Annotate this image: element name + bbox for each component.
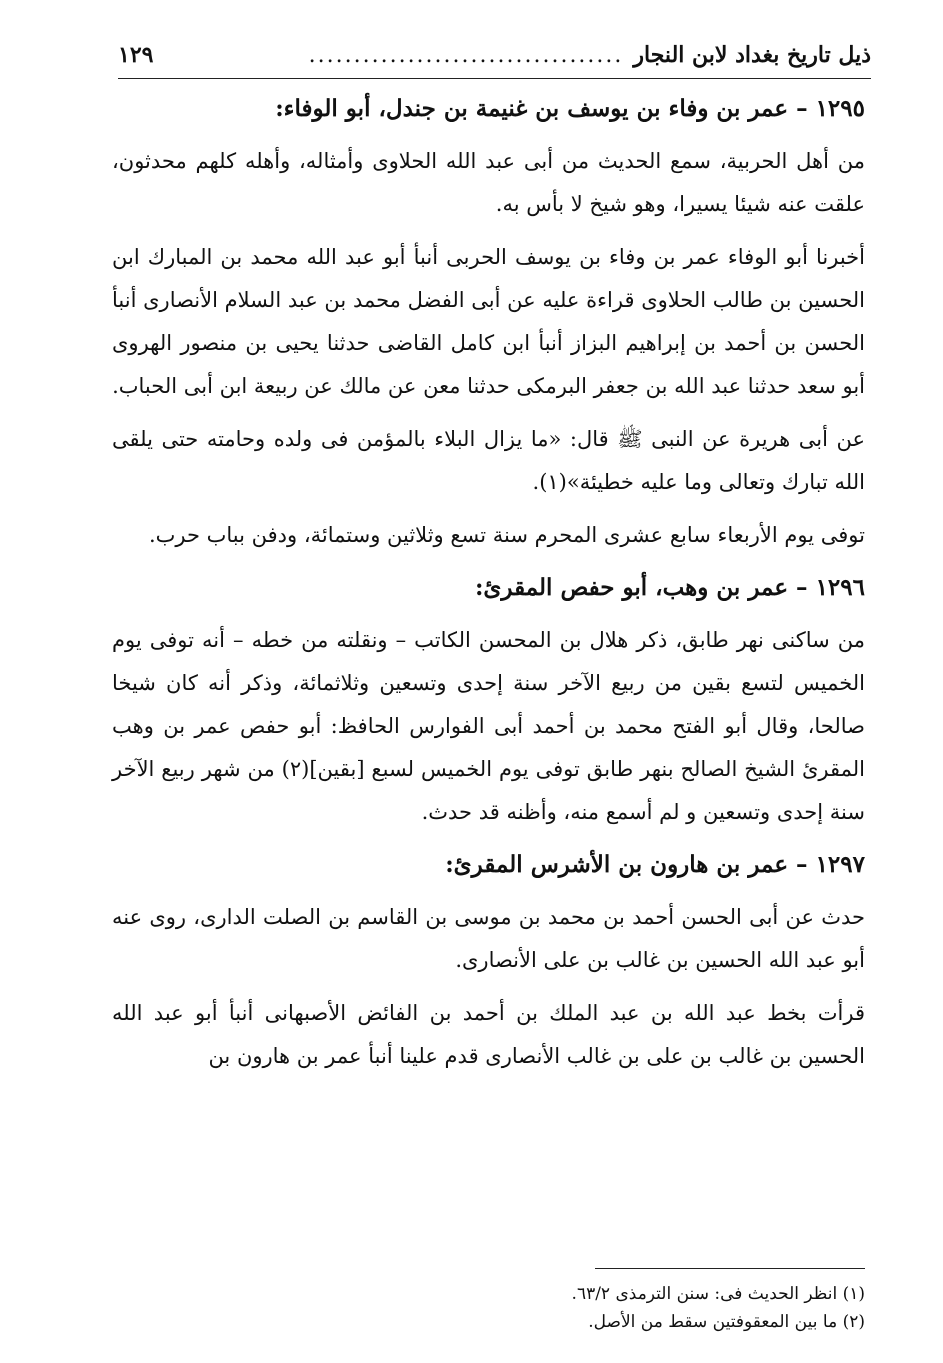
book-title: ذيل تاريخ بغداد لابن النجار bbox=[633, 42, 871, 68]
entry-paragraph: توفى يوم الأربعاء سابع عشرى المحرم سنة تسع وثلاثين وستمائة، ودفن بباب حرب. bbox=[148, 523, 865, 547]
entry-1295 bbox=[112, 88, 865, 557]
entry-1296 bbox=[112, 567, 865, 834]
entry-paragraph: قرأت بخط عبد الله بن عبد الملك بن أحمد بن الفائض الأصبهانى أنبأ أبو عبد الله الحسين بن غالب بن على بن غالب الأنصارى قدم علينا أنبأ عمر بن هارون بن bbox=[112, 1001, 865, 1068]
entry-paragraph: من ساكنى نهر طابق، ذكر هلال بن المحسن الكاتب – ونقلته من خطه – أنه توفى يوم الخميس لتسع بقين من ربيع الآخر سنة إحدى وتسعين وثلاثمائة، وذكر أنه كان شيخا صالحا، وقال أبو الفتح محمد بن أحمد أبى الفوارس الحافظ: أبو حفص عمر بن وهب المقرئ الشيخ الصالح بنهر طابق توفى يوم الخميس لسبع [بقين](٢) من شهر ربيع الآخر سنة إحدى وتسعين و لم أسمع منه، وأظنه قد حدث. bbox=[112, 628, 865, 824]
entry-heading: ١٢٩٧ – عمر بن هارون بن الأشرس المقرئ: bbox=[445, 851, 865, 878]
page-number: ١٢٩ bbox=[118, 42, 154, 68]
entry-1297 bbox=[112, 844, 865, 1078]
footnote-1: (١) انظر الحديث فى: سنن الترمذى ٦٣/٢. bbox=[571, 1284, 865, 1304]
entry-paragraph: أخبرنا أبو الوفاء عمر بن وفاء بن يوسف الحربى أنبأ أبو عبد الله محمد بن المبارك ابن الحسين بن طالب الحلاوى قراءة عليه عن أبى الفضل محمد بن عبد السلام الأنصارى أنبأ الحسن بن أحمد بن إبراهيم البزاز أنبأ ابن كامل القاضى حدثنا يحيى بن منصور الهروى أبو سعد حدثنا عبد الله بن جعفر البرمكى حدثنا معن عن مالك عن ربيعة ابن أبى الحباب. bbox=[112, 245, 865, 398]
entry-paragraph: من أهل الحربية، سمع الحديث من أبى عبد الله الحلاوى وأمثاله، وأهله كلهم محدثون، علقت عنه شيئا يسيرا، وهو شيخ لا بأس به. bbox=[112, 149, 865, 216]
running-header bbox=[118, 42, 871, 79]
entry-heading: ١٢٩٦ – عمر بن وهب، أبو حفص المقرئ: bbox=[474, 574, 865, 601]
entry-paragraph: عن أبى هريرة عن النبى ﷺ قال: «ما يزال البلاء بالمؤمن فى ولده وحامته حتى يلقى الله تبارك وتعالى وما عليه خطيئة»(١). bbox=[112, 427, 865, 494]
footnotes bbox=[112, 1280, 865, 1336]
footnote-2: (٢) ما بين المعقوفتين سقط من الأصل. bbox=[588, 1312, 865, 1332]
entry-paragraph: حدث عن أبى الحسن أحمد بن محمد بن موسى بن القاسم بن الصلت الدارى، روى عنه أبو عبد الله الحسين بن غالب بن على الأنصارى. bbox=[112, 905, 865, 972]
footnote-divider bbox=[595, 1268, 865, 1269]
entry-heading: ١٢٩٥ – عمر بن وفاء بن يوسف بن غنيمة بن جندل، أبو الوفاء: bbox=[275, 95, 865, 122]
leader-dots: ................................... bbox=[308, 43, 624, 68]
page-body bbox=[112, 88, 865, 1088]
